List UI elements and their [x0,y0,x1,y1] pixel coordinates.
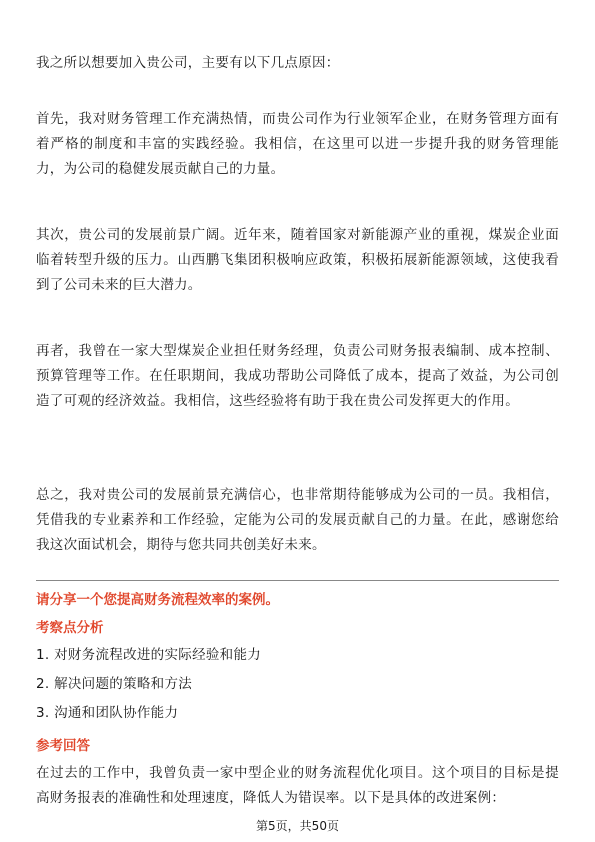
list-item: 1. 对财务流程改进的实际经验和能力 [36,647,262,663]
paragraph-third: 再者，我曾在一家大型煤炭企业担任财务经理，负责公司财务报表编制、成本控制、预算管理等工作。在任职期间，我成功帮助公司降低了成本，提高了效益，为公司创造了可观的经济效益。我相信，这些经验将有助于我在贵公司发挥更大的作用。 [36,343,559,409]
analysis-list [36,641,559,728]
paragraph-second: 其次，贵公司的发展前景广阔。近年来，随着国家对新能源产业的重视，煤炭企业面临着转型升级的压力。山西鹏飞集团积极响应政策，积极拓展新能源领域，这使我看到了公司未来的巨大潜力。 [36,227,559,293]
analysis-heading: 考察点分析 [36,620,104,636]
interview-question: 请分享一个您提高财务流程效率的案例。 [36,592,279,608]
paragraph-conclusion: 总之，我对贵公司的发展前景充满信心，也非常期待能够成为公司的一员。我相信，凭借我的专业素养和工作经验，定能为公司的发展贡献自己的力量。在此，感谢您给我这次面试机会，期待与您共同共创美好未来。 [36,487,559,553]
answer-paragraph: 在过去的工作中，我曾负责一家中型企业的财务流程优化项目。这个项目的目标是提高财务报表的准确性和处理速度，降低人为错误率。以下是具体的改进案例： [36,765,559,806]
list-item: 2. 解决问题的策略和方法 [36,676,193,692]
paragraph-first: 首先，我对财务管理工作充满热情，而贵公司作为行业领军企业，在财务管理方面有着严格的制度和丰富的实践经验。我相信，在这里可以进一步提升我的财务管理能力，为公司的稳健发展贡献自己的力量。 [36,111,559,177]
section-divider [36,580,559,581]
list-item: 3. 沟通和团队协作能力 [36,705,179,721]
intro-paragraph: 我之所以想要加入贵公司，主要有以下几点原因： [36,55,340,71]
answer-heading: 参考回答 [36,738,90,754]
page-number-footer: 第5页，共50页 [256,819,339,833]
